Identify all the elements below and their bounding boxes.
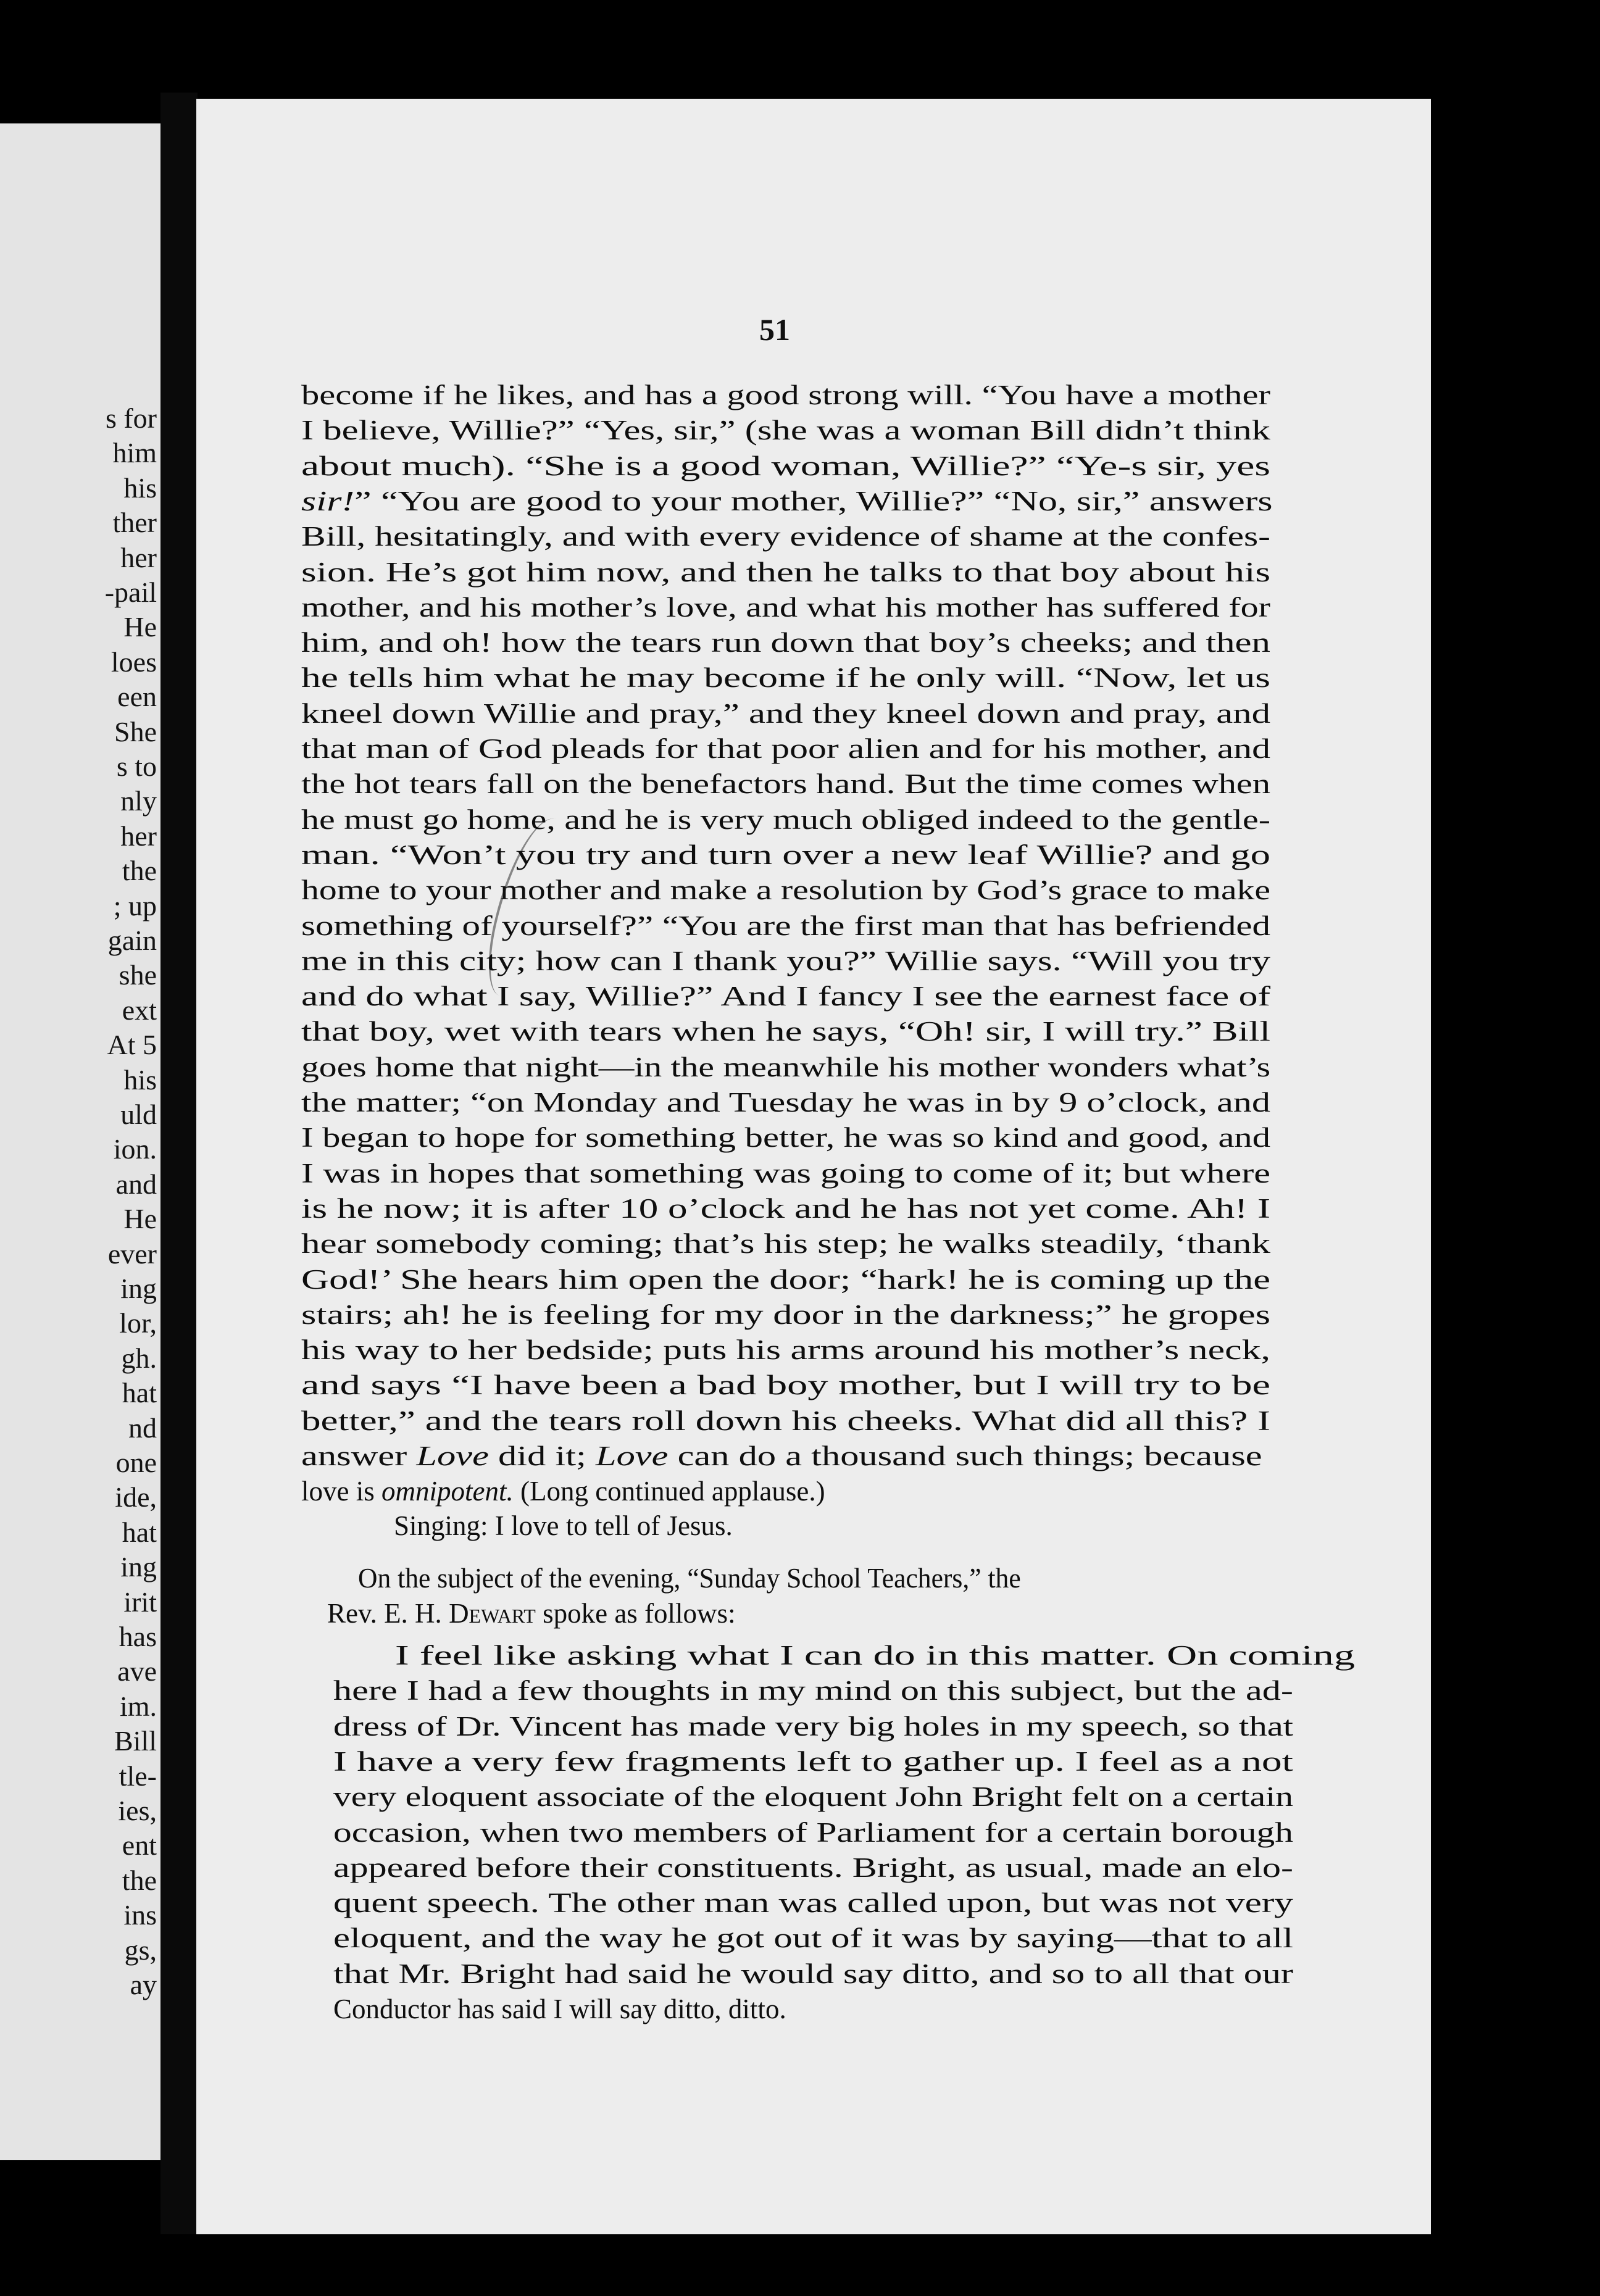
text-line: Bill, hesitatingly, and with every evidence of shame at the confes- bbox=[301, 521, 1270, 552]
text-line: and says “I have been a bad boy mother, but I will try to be bbox=[301, 1370, 1270, 1401]
left-page-fragment: irit bbox=[123, 1586, 157, 1618]
left-page bbox=[0, 123, 160, 2160]
left-page-fragment: hat bbox=[122, 1516, 157, 1548]
left-page-fragment: im. bbox=[119, 1690, 157, 1722]
left-page-fragment: ing bbox=[120, 1551, 157, 1583]
text-line: and do what I say, Willie?” And I fancy I see the earnest face of bbox=[301, 981, 1270, 1012]
text-line: quent speech. The other man was called upon, but was not very bbox=[333, 1887, 1293, 1919]
text-line: the matter; “on Monday and Tuesday he was in by 9 o’clock, and bbox=[301, 1087, 1270, 1118]
left-page-fragment: -pail bbox=[104, 576, 157, 608]
text-line: sion. He’s got him now, and then he talks to that boy about his bbox=[301, 556, 1270, 588]
text-line: kneel down Willie and pray,” and they kneel down and pray, and bbox=[301, 697, 1270, 729]
text-line: he must go home, and he is very much obliged indeed to the gentle- bbox=[301, 804, 1270, 835]
text-line: me in this city; how can I thank you?” Willie says. “Will you try bbox=[301, 945, 1270, 976]
left-page-fragment: ther bbox=[112, 507, 157, 539]
left-page-fragment: has bbox=[119, 1621, 157, 1652]
left-page-fragment: een bbox=[117, 681, 157, 713]
left-page-fragment: nly bbox=[120, 785, 157, 817]
text-line: is he now; it is after 10 o’clock and he has not yet come. Ah! I bbox=[301, 1192, 1270, 1224]
text-line: love is omnipotent. (Long continued applause.) bbox=[301, 1476, 825, 1507]
text-line: man. “Won’t you try and turn over a new leaf Willie? and go bbox=[301, 839, 1270, 870]
left-page-fragment: one bbox=[115, 1447, 157, 1478]
left-page-fragment: gain bbox=[107, 925, 157, 956]
text-line: very eloquent associate of the eloquent John Bright felt on a certain bbox=[333, 1781, 1293, 1813]
text-line: On the subject of the evening, “Sunday School Teachers,” the bbox=[358, 1563, 1021, 1594]
left-page-fragment: ext bbox=[122, 994, 157, 1026]
left-page-fragment: He bbox=[123, 1203, 157, 1235]
left-page-fragment: s for bbox=[105, 402, 157, 434]
text-line: that man of God pleads for that poor alien and for his mother, and bbox=[301, 733, 1270, 764]
text-line: answer Love did it; Love can do a thousand such things; because bbox=[301, 1441, 1262, 1471]
singing-text: Singing: I love to tell of Jesus. bbox=[394, 1510, 733, 1541]
left-page-fragment: lor, bbox=[119, 1307, 157, 1339]
text-line: eloquent, and the way he got out of it was by saying—that to all bbox=[333, 1923, 1293, 1954]
text-line: mother, and his mother’s love, and what his mother has suffered for bbox=[301, 591, 1270, 623]
text-line: about much). “She is a good woman, Willie?” “Ye-s sir, yes bbox=[301, 450, 1270, 481]
text-line: stairs; ah! he is feeling for my door in the darkness;” he gropes bbox=[301, 1299, 1270, 1330]
text-line: Rev. E. H. Dewart spoke as follows: bbox=[327, 1598, 736, 1629]
left-page-fragment: ide, bbox=[115, 1481, 157, 1513]
text-line: his way to her bedside; puts his arms around his mother’s neck, bbox=[301, 1334, 1270, 1366]
left-page-fragment: gh. bbox=[121, 1342, 157, 1374]
left-page-fragment: the bbox=[122, 855, 157, 887]
left-page-fragment: his bbox=[123, 472, 157, 504]
left-page-fragment: his bbox=[123, 1063, 157, 1096]
text-line: I have a very few fragments left to gather up. I feel as a not bbox=[333, 1745, 1293, 1777]
left-page-fragment: and bbox=[115, 1168, 157, 1200]
left-page-fragment: ay bbox=[130, 1969, 157, 2000]
left-page-fragment: ave bbox=[117, 1655, 157, 1687]
text-line: him, and oh! how the tears run down that boy’s cheeks; and then bbox=[301, 627, 1270, 659]
text-line: become if he likes, and has a good strong will. “You have a mother bbox=[301, 380, 1270, 410]
text-line: God!’ She hears him open the door; “hark! he is coming up the bbox=[301, 1263, 1270, 1295]
text-line: the hot tears fall on the benefactors hand. But the time comes when bbox=[301, 768, 1270, 800]
text-line: Conductor has said I will say ditto, ditto. bbox=[333, 1994, 786, 2024]
left-page-fragment: ion. bbox=[113, 1133, 157, 1165]
left-page-fragment: the bbox=[122, 1864, 157, 1896]
left-page-fragment: she bbox=[119, 959, 157, 991]
text-line: dress of Dr. Vincent has made very big holes in my speech, so that bbox=[333, 1710, 1293, 1742]
page-number: 51 bbox=[759, 312, 790, 347]
left-page-fragment: uld bbox=[120, 1099, 157, 1130]
left-page-fragment: She bbox=[114, 715, 157, 747]
left-page-fragment: Bill bbox=[114, 1725, 157, 1757]
gutter bbox=[160, 93, 198, 2234]
text-line: that Mr. Bright had said he would say ditto, and so to all that our bbox=[333, 1958, 1293, 1989]
left-page-fragment: hat bbox=[122, 1377, 157, 1409]
left-page-fragment: s to bbox=[116, 751, 157, 782]
text-line: home to your mother and make a resolution by God’s grace to make bbox=[301, 875, 1270, 906]
left-page-fragment: her bbox=[120, 541, 157, 573]
text-line: here I had a few thoughts in my mind on this subject, but the ad- bbox=[333, 1675, 1293, 1707]
left-page-fragment: tle- bbox=[119, 1760, 157, 1792]
text-line: goes home that night—in the meanwhile his mother wonders what’s bbox=[301, 1051, 1270, 1083]
left-page-fragment: gs, bbox=[124, 1934, 157, 1966]
text-line: that boy, wet with tears when he says, “Oh! sir, I will try.” Bill bbox=[301, 1016, 1270, 1047]
left-page-fragment: At 5 bbox=[107, 1029, 157, 1061]
left-page-fragment: ent bbox=[122, 1829, 157, 1861]
text-line: he tells him what he may become if he only will. “Now, let us bbox=[301, 662, 1270, 694]
text-line: I began to hope for something better, he was so kind and good, and bbox=[301, 1122, 1270, 1154]
left-page-fragment: He bbox=[123, 611, 157, 643]
text-line: I believe, Willie?” “Yes, sir,” (she was a woman Bill didn’t think bbox=[301, 415, 1270, 446]
left-page-fragment: him bbox=[112, 437, 157, 469]
text-line: something of yourself?” “You are the first man that has befriended bbox=[301, 910, 1270, 941]
text-line: better,” and the tears roll down his cheeks. What did all this? I bbox=[301, 1405, 1270, 1436]
text-line: sir!” “You are good to your mother, Willie?” “No, sir,” answers bbox=[301, 485, 1273, 517]
edge-dark bbox=[1431, 0, 1600, 2296]
left-page-fragment: ever bbox=[107, 1237, 157, 1270]
text-line: appeared before their constituents. Bright, as usual, made an elo- bbox=[333, 1852, 1293, 1883]
left-page-fragment: ; up bbox=[113, 889, 157, 921]
text-line: occasion, when two members of Parliament for a certain borough bbox=[333, 1816, 1293, 1848]
text-line: I feel like asking what I can do in this matter. On coming bbox=[395, 1640, 1355, 1671]
text-line: hear somebody coming; that’s his step; he walks steadily, ‘thank bbox=[301, 1228, 1270, 1260]
left-page-fragment: ing bbox=[120, 1273, 157, 1304]
left-page-fragment: ies, bbox=[118, 1795, 157, 1826]
left-page-fragment: her bbox=[120, 820, 157, 852]
left-page-fragment: ins bbox=[123, 1899, 157, 1931]
left-page-fragment: loes bbox=[110, 646, 157, 678]
text-line: I was in hopes that something was going to come of it; but where bbox=[301, 1157, 1270, 1189]
left-page-fragment: nd bbox=[128, 1412, 157, 1444]
